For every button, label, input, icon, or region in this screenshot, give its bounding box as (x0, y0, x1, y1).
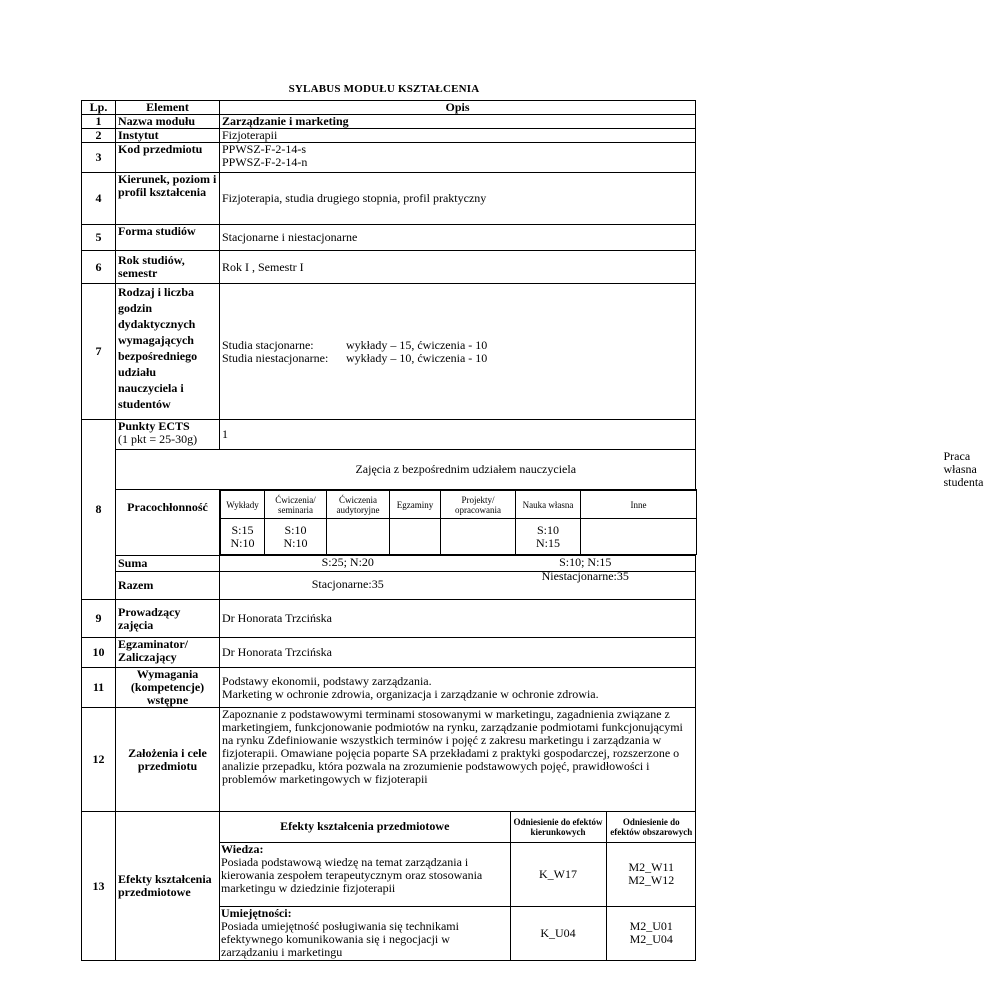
row-number: 13 (82, 812, 116, 961)
table-row (82, 173, 696, 225)
workload-grid-cell (220, 490, 696, 556)
row-number: 5 (82, 225, 116, 251)
requirements-value (220, 668, 696, 708)
table-row (82, 668, 696, 708)
projekty-value (441, 519, 516, 555)
header-lp: Lp. (82, 101, 116, 115)
razem-values (220, 569, 696, 600)
row-number: 9 (82, 600, 116, 638)
field-value: Fizjoterapia, studia drugiego stopnia, profil praktyczny (220, 173, 696, 225)
effect-item (220, 906, 510, 960)
suma-self: S:10; N:15 (559, 555, 612, 569)
ects-element (116, 420, 220, 450)
year-semester-value: Rok I , Semestr I (220, 251, 696, 284)
table-row (82, 600, 696, 638)
table-row (82, 812, 696, 961)
ects-note: (1 pkt = 25-30g) (118, 432, 198, 446)
row-number: 4 (82, 173, 116, 225)
col-nauka: Nauka własna (516, 491, 581, 519)
ects-label: Punkty ECTS (118, 419, 190, 433)
hours-label-n: Studia niestacjonarne: (222, 350, 329, 365)
syllabus-table (81, 100, 984, 961)
table-row (82, 638, 696, 668)
row-element: Kierunek, poziom i profil kształcenia (116, 173, 220, 225)
workload-label: Pracochłonność (116, 490, 220, 556)
egzaminy-value (390, 519, 441, 555)
effects-col-obsz: Odniesienie do efektów obszarowych (606, 812, 696, 842)
inne-value (581, 519, 697, 555)
effect-obsz: M2_U01 M2_U04 (606, 906, 696, 960)
effects-col-kier: Odniesienie do efektów kierunkowych (510, 812, 606, 842)
course-code-n: PPWSZ-F-2-14-n (222, 155, 308, 169)
row-number: 6 (82, 251, 116, 284)
table-row (82, 115, 696, 129)
row-element: Założenia i cele przedmiotu (116, 708, 220, 812)
col-projekty: Projekty/ opracowania (441, 491, 516, 519)
row-number: 8 (82, 420, 116, 600)
hours-value-n: wykłady – 10, ćwiczenia - 10 (346, 350, 488, 365)
row-element: Instytut (116, 129, 220, 143)
document-title: SYLABUS MODUŁU KSZTAŁCENIA (288, 83, 480, 95)
workload-contact-header: Zajęcia z bezpośrednim udziałem nauczyciela (116, 450, 696, 490)
suma-contact: S:25; N:20 (321, 555, 374, 569)
cwiczenia-value: S:10 N:10 (265, 519, 327, 555)
effect-text: Posiada umiejętność posługiwania się technikami efektywnego komunikowania się i negocjacji w zarządzaniu i marketingu (221, 918, 459, 959)
table-row (82, 708, 696, 812)
row-number: 1 (82, 115, 116, 129)
table-row (82, 143, 696, 173)
table-row (82, 284, 696, 420)
row-number: 12 (82, 708, 116, 812)
effects-table (220, 812, 696, 960)
col-wyklady: Wykłady (221, 491, 265, 519)
header-opis: Opis (220, 101, 696, 115)
institute-value: Fizjoterapii (220, 129, 696, 143)
row-element: Forma studiów (116, 225, 220, 251)
row-element: Rok studiów, semestr (116, 251, 220, 284)
table-row (82, 225, 696, 251)
table-row (82, 420, 696, 450)
examiner-value: Dr Honorata Trzcińska (220, 638, 696, 668)
table-row (82, 129, 696, 143)
col-egzaminy: Egzaminy (390, 491, 441, 519)
course-code-s: PPWSZ-F-2-14-s (222, 142, 307, 156)
nauka-value: S:10 N:15 (516, 519, 581, 555)
suma-label: Suma (116, 556, 220, 572)
row-element: Rodzaj i liczba godzin dydaktycznych wymagających bezpośredniego udziału nauczyciela i studentów (116, 284, 220, 420)
effect-kier: K_U04 (510, 906, 606, 960)
workload-grid (220, 490, 697, 555)
row-element: Egzaminator/ Zaliczający (116, 638, 220, 668)
effects-header: Efekty kształcenia przedmiotowe (220, 812, 510, 842)
course-code (220, 143, 696, 173)
effect-obsz: M2_W11 M2_W12 (606, 842, 696, 906)
effect-head: Wiedza: (221, 841, 264, 856)
hours-value (220, 284, 696, 420)
header-row (82, 101, 696, 115)
effect-head: Umiejętności: (221, 905, 292, 920)
table-row (82, 251, 696, 284)
col-inne: Inne (581, 491, 697, 519)
hours-value-s: wykłady – 15, ćwiczenia - 10 (346, 337, 488, 352)
razem-self: Niestacjonarne:35 (541, 569, 629, 583)
row-number: 2 (82, 129, 116, 143)
row-element: Nazwa modułu (116, 115, 220, 129)
wyklady-value: S:15 N:10 (221, 519, 265, 555)
row-number: 3 (82, 143, 116, 173)
audytoryjne-value (327, 519, 390, 555)
row-number: 11 (82, 668, 116, 708)
goals-value: Zapoznanie z podstawowymi terminami stosowanymi w marketingu, zagadnienia związane z marketingiem, funkcjonowanie podmiotów na rynku, zarządzanie podmiotami funkcjonującymi na rynku Zdefiniowanie wszystkich terminów i pojęć z zakresu marketingu i zarządzania w fizjoterapii. Omawiane pojęcia poparte SA przekładami z praktyki gospodarczej, rozszerzone o analizie przepadku, która pozwala na zrozumienie podstawowych pojęć, prawidłowości i problemów marketingowych w fizjoterapii (220, 708, 696, 812)
row-element: Efekty kształcenia przedmiotowe (116, 812, 220, 961)
study-form-value: Stacjonarne i niestacjonarne (220, 225, 696, 251)
col-audytoryjne: Ćwiczenia audytoryjne (327, 491, 390, 519)
module-name: Zarządzanie i marketing (220, 115, 696, 129)
requirements-line-2: Marketing w ochronie zdrowia, organizacja i zarządzanie w ochronie zdrowia. (222, 686, 599, 701)
hours-label-s: Studia stacjonarne: (222, 337, 314, 352)
row-element: Kod przedmiotu (116, 143, 220, 173)
effects-cell (220, 812, 696, 961)
col-cwiczenia: Ćwiczenia/ seminaria (265, 491, 327, 519)
effect-kier: K_W17 (510, 842, 606, 906)
row-number: 7 (82, 284, 116, 420)
effect-item (220, 842, 510, 906)
lecturer-value: Dr Honorata Trzcińska (220, 600, 696, 638)
row-element: Wymagania (kompetencje) wstępne (116, 668, 220, 708)
effect-text: Posiada podstawową wiedzę na temat zarządzania i kierowania zespołem terapeutycznym oraz stosowania marketingu w dziedzinie fizjoterapii (221, 854, 483, 895)
razem-label: Razem (116, 572, 220, 600)
workload-self-header: Praca własna studenta (943, 449, 984, 489)
razem-contact: Stacjonarne:35 (311, 577, 384, 591)
row-number: 10 (82, 638, 116, 668)
header-element: Element (116, 101, 220, 115)
ects-value: 1 (220, 420, 696, 450)
row-element: Prowadzący zajęcia (116, 600, 220, 638)
requirements-line-1: Podstawy ekonomii, podstawy zarządzania. (222, 673, 432, 688)
